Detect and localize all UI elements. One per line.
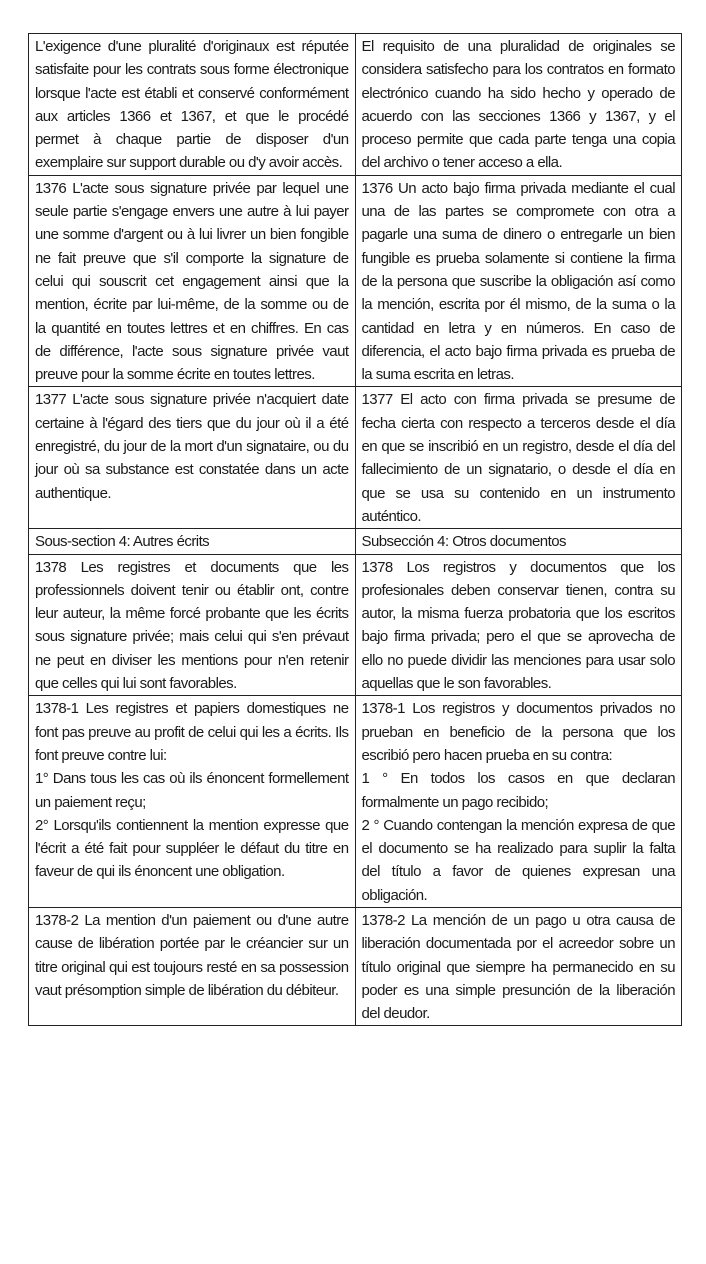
table-row — [29, 554, 682, 696]
paragraph: 1378-2 La mención de un pago u otra causa de liberación documentada por el acreedor sobre un título original que siempre ha permanecido en su poder es una simple presunción de la liberación del deudor. — [361, 911, 675, 1023]
paragraph: 1 ° En todos los casos en que declaran formalmente un pago recibido; — [361, 770, 675, 811]
spanish-cell — [355, 34, 682, 176]
paragraph: 1378-2 La mention d'un paiement ou d'une autre cause de libération portée par le créancier sur un titre original qui est toujours resté en sa possession vaut présomption simple de libération du débiteur. — [35, 911, 349, 999]
table-row — [29, 34, 682, 176]
section-heading: Subsección 4: Otros documentos — [361, 533, 566, 551]
paragraph: 1378 Les registres et documents que les professionnels doivent tenir ou établir ont, contre leur auteur, la même forcé probante que les écrits sous signature privée; mais celui qui s'en prévaut ne peut en diviser les mentions pour n'en retenir que celles qui lui sont favorables. — [35, 558, 349, 693]
french-cell — [29, 554, 356, 696]
paragraph: 1376 Un acto bajo firma privada mediante el cual una de las partes se compromete con otra a pagarle una suma de dinero o entregarle un bien fungible es prueba solamente si contiene la firma de la persona que suscribe la obligación así como la mención, escrita por él mismo, de la suma o la cantidad en letra y en números. En caso de diferencia, el acto bajo firma privada es prueba de la suma escrita en letras. — [361, 179, 675, 384]
spanish-cell — [355, 529, 682, 554]
paragraph: 1377 L'acte sous signature privée n'acquiert date certaine à l'égard des tiers que du jour où il a été enregistré, du jour de la mort d'un signataire, ou du jour où sa substance est constatée dans un acte authentique. — [35, 391, 349, 502]
french-cell — [29, 34, 356, 176]
spanish-cell — [355, 907, 682, 1025]
paragraph: 1378-1 Les registres et papiers domestiques ne font pas preuve au profit de celui qui les a écrits. Ils font preuve contre lui: — [35, 700, 349, 764]
paragraph: 2 ° Cuando contengan la mención expresa de que el documento se ha realizado para suplir la falta del título a favor de quienes expresan una obligación. — [361, 816, 675, 904]
table-row-section-heading — [29, 529, 682, 554]
paragraph: El requisito de una pluralidad de originales se considera satisfecho para los contratos en formato electrónico cuando ha sido hecho y operado de acuerdo con las secciones 1366 y 1367, y el proceso permite que cada parte tenga una copia del archivo o tener acceso a ella. — [361, 38, 675, 172]
spanish-cell — [355, 175, 682, 387]
french-cell — [29, 175, 356, 387]
french-cell — [29, 907, 356, 1025]
french-cell — [29, 387, 356, 529]
french-cell — [29, 696, 356, 908]
section-heading: Sous-section 4: Autres écrits — [35, 533, 210, 551]
table-row — [29, 907, 682, 1025]
paragraph: L'exigence d'une pluralité d'originaux est réputée satisfaite pour les contrats sous forme électronique lorsque l'acte est établi et conservé conformément aux articles 1366 et 1367, et que le procédé permet à chaque partie de disposer d'un exemplaire sur support durable ou d'y avoir accès. — [35, 38, 349, 172]
paragraph: 2° Lorsqu'ils contiennent la mention expresse que l'écrit a été fait pour suppléer le défaut du titre en faveur de qui ils énoncent une obligation. — [35, 816, 349, 881]
table-row — [29, 387, 682, 529]
paragraph: 1376 L'acte sous signature privée par lequel une seule partie s'engage envers une autre à lui payer une somme d'argent ou à lui livrer un bien fongible ne fait preuve que s'il comporte la signature de celui qui souscrit cet engagement ainsi que la mention, écrite par lui-même, de la somme ou de la quantité en toutes lettres et en chiffres. En cas de différence, l'acte sous signature privée vaut preuve pour la somme écrite en toutes lettres. — [35, 179, 349, 384]
paragraph: 1378-1 Los registros y documentos privados no prueban en beneficio de la persona que los escribió pero hacen prueba en su contra: — [361, 700, 675, 764]
bilingual-table — [28, 33, 682, 1026]
document-page — [28, 33, 682, 1026]
paragraph: 1377 El acto con firma privada se presume de fecha cierta con respecto a terceros desde el día en que se inscribió en un registro, desde el día del fallecimiento de un signatario, o desde el día en que se usa su contenido en un instrumento auténtico. — [361, 391, 675, 525]
french-cell — [29, 529, 356, 554]
spanish-cell — [355, 387, 682, 529]
paragraph: 1° Dans tous les cas où ils énoncent formellement un paiement reçu; — [35, 770, 349, 811]
spanish-cell — [355, 696, 682, 908]
paragraph: 1378 Los registros y documentos que los profesionales deben conservar tienen, contra su autor, la misma fuerza probatoria que los escritos bajo firma privada; pero el que se aprovecha de ello no puede dividir las menciones para usar solo aquellas que le son favorables. — [361, 558, 675, 693]
spanish-cell — [355, 554, 682, 696]
table-row — [29, 696, 682, 908]
table-row — [29, 175, 682, 387]
